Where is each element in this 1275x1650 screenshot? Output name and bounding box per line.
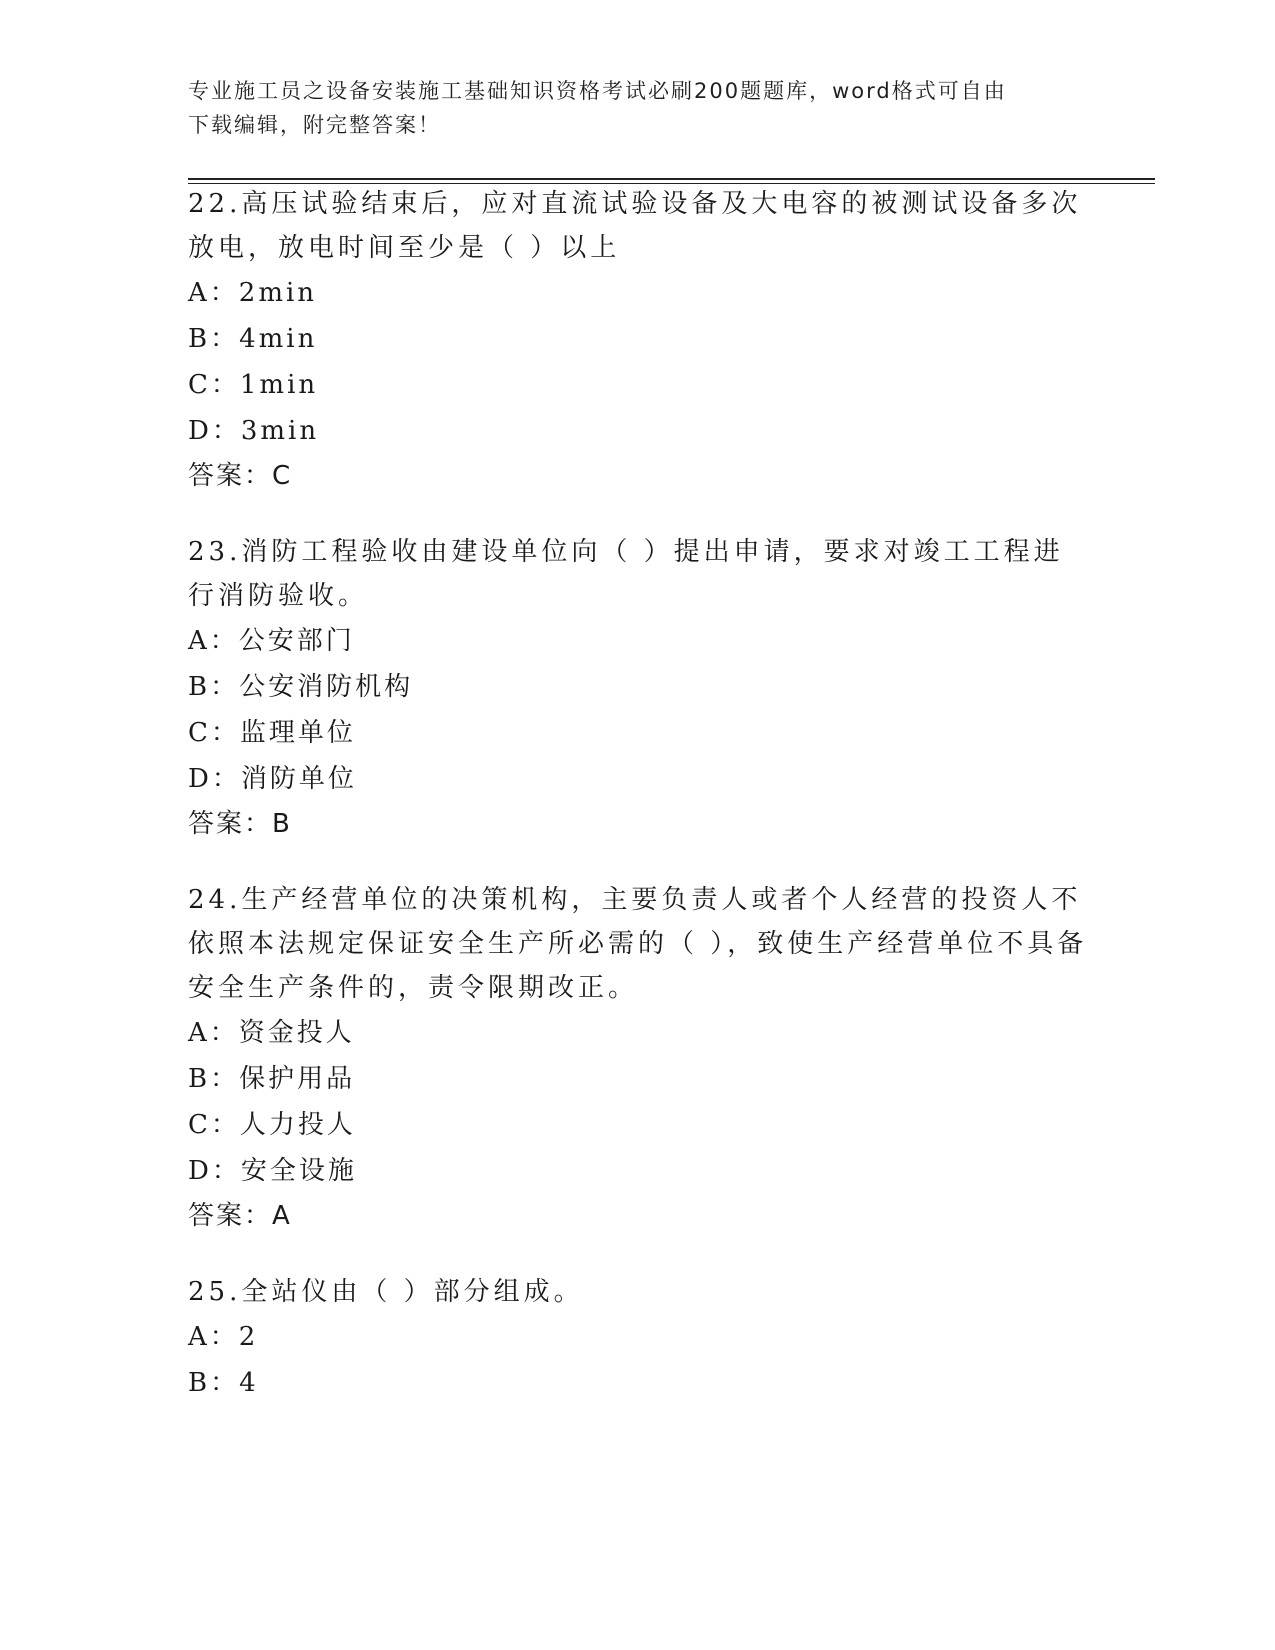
question-stem: 23.消防工程验收由建设单位向（ ）提出申请，要求对竣工工程进行消防验收。 (188, 537, 1064, 611)
header-title-line-1: 专业施工员之设备安装施工基础知识资格考试必刷200题题库，word格式可自由 (188, 79, 1007, 103)
option-a: A：2 (188, 1322, 259, 1352)
option-d: D：消防单位 (188, 764, 357, 794)
option-d: D：安全设施 (188, 1156, 357, 1186)
option-d: D：3min (188, 416, 320, 446)
option-a: A：2min (188, 278, 318, 308)
option-c: C：监理单位 (188, 718, 356, 748)
question-stem: 24.生产经营单位的决策机构，主要负责人或者个人经营的投资人不依照本法规定保证安全生产所必需的（ ），致使生产经营单位不具备安全生产条件的，责令限期改正。 (188, 885, 1088, 1003)
header-divider-thick (188, 178, 1155, 180)
question-stem: 25.全站仪由（ ）部分组成。 (188, 1277, 584, 1307)
option-c: C：1min (188, 370, 319, 400)
question-25 (188, 1270, 1088, 1406)
option-b: B：公安消防机构 (188, 672, 414, 702)
option-b: B：4 (188, 1368, 259, 1398)
option-a: A：公安部门 (188, 626, 355, 656)
option-a: A：资金投人 (188, 1018, 355, 1048)
answer: 答案：B (188, 809, 292, 839)
answer: 答案：A (188, 1201, 292, 1231)
header-title-line-2: 下载编辑，附完整答案！ (188, 113, 441, 137)
question-24 (188, 878, 1088, 1238)
answer: 答案：C (188, 461, 293, 491)
question-22 (188, 182, 1088, 498)
question-stem: 22.高压试验结束后，应对直流试验设备及大电容的被测试设备多次放电，放电时间至少是（ ）以上 (188, 189, 1082, 263)
option-b: B：保护用品 (188, 1064, 356, 1094)
document-header (188, 74, 1068, 142)
option-c: C：人力投人 (188, 1110, 356, 1140)
option-b: B：4min (188, 324, 318, 354)
question-23 (188, 530, 1088, 846)
